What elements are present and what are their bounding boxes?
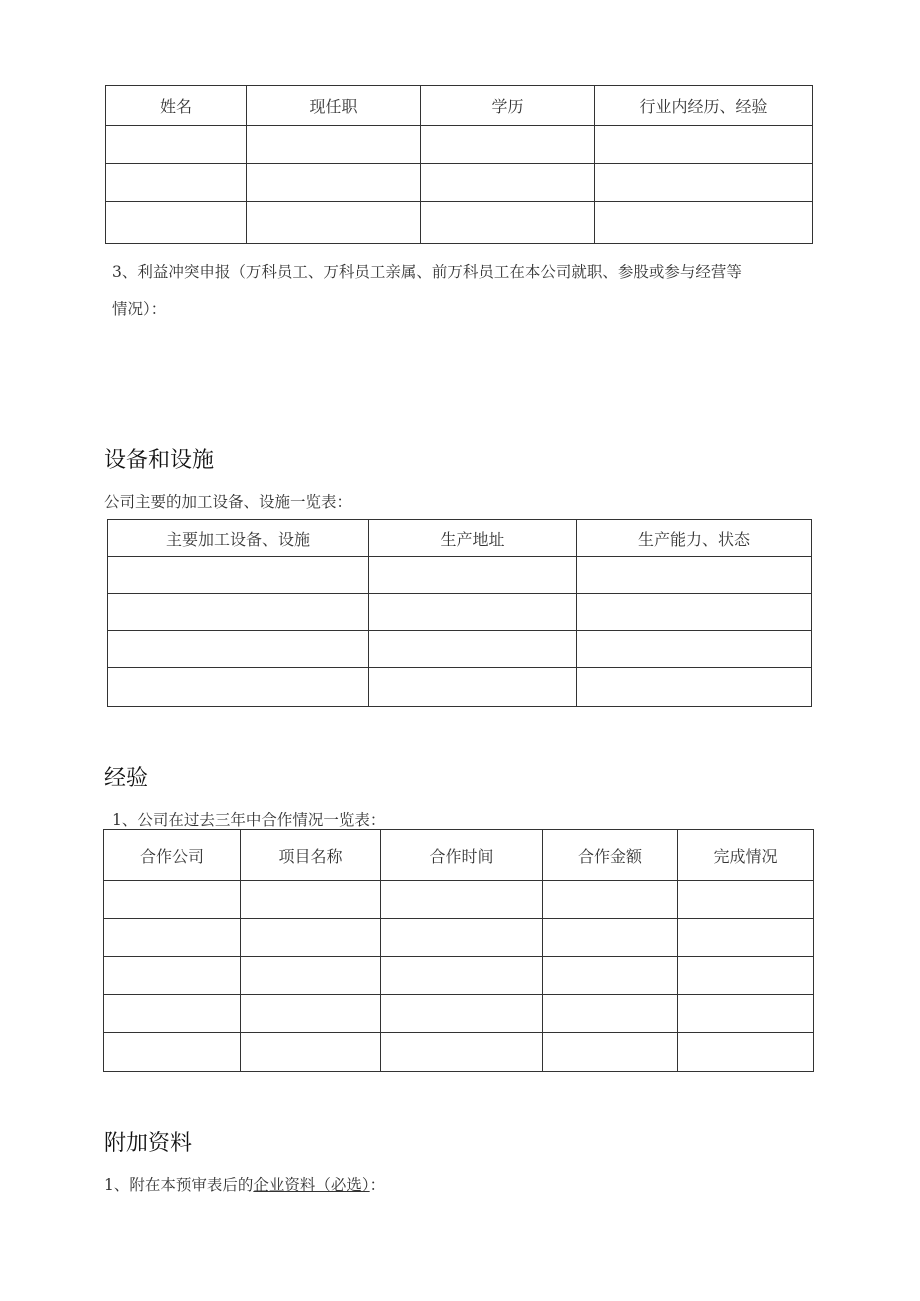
- table-cell[interactable]: [241, 1033, 381, 1072]
- table-cell[interactable]: [381, 1033, 543, 1072]
- table-cell[interactable]: [104, 1033, 241, 1072]
- table-cell[interactable]: [241, 957, 381, 995]
- table-row: [106, 164, 813, 202]
- equipment-intro: 公司主要的加工设备、设施一览表：: [104, 493, 353, 511]
- header-experience: 行业内经历、经验: [595, 86, 813, 126]
- attachments-line-suffix: ：: [369, 1176, 386, 1194]
- table-cell[interactable]: [247, 126, 421, 164]
- staff-table: [105, 85, 813, 244]
- table-row: [108, 668, 812, 707]
- table-cell[interactable]: [104, 919, 241, 957]
- table-cell[interactable]: [595, 126, 813, 164]
- experience-heading: 经验: [104, 766, 149, 791]
- attachments-heading: 附加资料: [104, 1131, 193, 1156]
- table-row: [106, 202, 813, 244]
- table-cell[interactable]: [241, 995, 381, 1033]
- table-cell[interactable]: [108, 594, 369, 631]
- table-cell[interactable]: [421, 126, 595, 164]
- header-name: 姓名: [106, 86, 247, 126]
- header-education: 学历: [421, 86, 595, 126]
- table-row: [104, 919, 814, 957]
- table-cell[interactable]: [543, 1033, 678, 1072]
- table-cell[interactable]: [678, 995, 814, 1033]
- table-row: [104, 957, 814, 995]
- header-position: 现任职: [247, 86, 421, 126]
- table-cell[interactable]: [577, 594, 812, 631]
- table-cell[interactable]: [369, 594, 577, 631]
- table-cell[interactable]: [678, 881, 814, 919]
- table-cell[interactable]: [247, 164, 421, 202]
- attachments-line-underlined: 企业资料（必选）: [253, 1176, 370, 1194]
- table-cell[interactable]: [595, 202, 813, 244]
- header-partner: 合作公司: [104, 830, 241, 881]
- equipment-table: [107, 519, 812, 707]
- attachments-line: [104, 1173, 385, 1195]
- header-time: 合作时间: [381, 830, 543, 881]
- table-header-row: [108, 520, 812, 557]
- table-cell[interactable]: [543, 995, 678, 1033]
- table-cell[interactable]: [369, 668, 577, 707]
- table-cell[interactable]: [381, 881, 543, 919]
- table-header-row: [106, 86, 813, 126]
- table-cell[interactable]: [543, 919, 678, 957]
- header-status: 完成情况: [678, 830, 814, 881]
- table-cell[interactable]: [421, 202, 595, 244]
- table-row: [106, 126, 813, 164]
- table-cell[interactable]: [595, 164, 813, 202]
- conflict-declaration-line2: 情况）：: [112, 300, 167, 318]
- table-cell[interactable]: [104, 995, 241, 1033]
- table-cell[interactable]: [381, 995, 543, 1033]
- header-equipment: 主要加工设备、设施: [108, 520, 369, 557]
- table-cell[interactable]: [369, 631, 577, 668]
- header-amount: 合作金额: [543, 830, 678, 881]
- table-cell[interactable]: [247, 202, 421, 244]
- table-cell[interactable]: [108, 668, 369, 707]
- table-cell[interactable]: [369, 557, 577, 594]
- table-cell[interactable]: [108, 631, 369, 668]
- table-row: [104, 1033, 814, 1072]
- table-cell[interactable]: [106, 164, 247, 202]
- table-row: [108, 631, 812, 668]
- table-row: [108, 594, 812, 631]
- experience-intro: 1、公司在过去三年中合作情况一览表：: [112, 811, 386, 829]
- table-cell[interactable]: [577, 557, 812, 594]
- header-capacity: 生产能力、状态: [577, 520, 812, 557]
- table-cell[interactable]: [106, 202, 247, 244]
- table-cell[interactable]: [241, 881, 381, 919]
- table-cell[interactable]: [421, 164, 595, 202]
- table-row: [108, 557, 812, 594]
- table-cell[interactable]: [241, 919, 381, 957]
- table-cell[interactable]: [678, 919, 814, 957]
- table-cell[interactable]: [104, 881, 241, 919]
- table-header-row: [104, 830, 814, 881]
- table-row: [104, 995, 814, 1033]
- table-cell[interactable]: [108, 557, 369, 594]
- table-cell[interactable]: [678, 957, 814, 995]
- table-cell[interactable]: [577, 631, 812, 668]
- table-cell[interactable]: [678, 1033, 814, 1072]
- experience-table: [103, 829, 814, 1072]
- conflict-declaration-line1: 3、利益冲突申报（万科员工、万科员工亲属、前万科员工在本公司就职、参股或参与经营等: [112, 263, 742, 281]
- table-cell[interactable]: [577, 668, 812, 707]
- table-cell[interactable]: [104, 957, 241, 995]
- table-cell[interactable]: [381, 957, 543, 995]
- header-project: 项目名称: [241, 830, 381, 881]
- table-cell[interactable]: [106, 126, 247, 164]
- table-cell[interactable]: [381, 919, 543, 957]
- header-address: 生产地址: [369, 520, 577, 557]
- table-row: [104, 881, 814, 919]
- table-cell[interactable]: [543, 957, 678, 995]
- attachments-line-prefix: 1、附在本预审表后的: [104, 1176, 254, 1194]
- table-cell[interactable]: [543, 881, 678, 919]
- equipment-heading: 设备和设施: [104, 448, 215, 473]
